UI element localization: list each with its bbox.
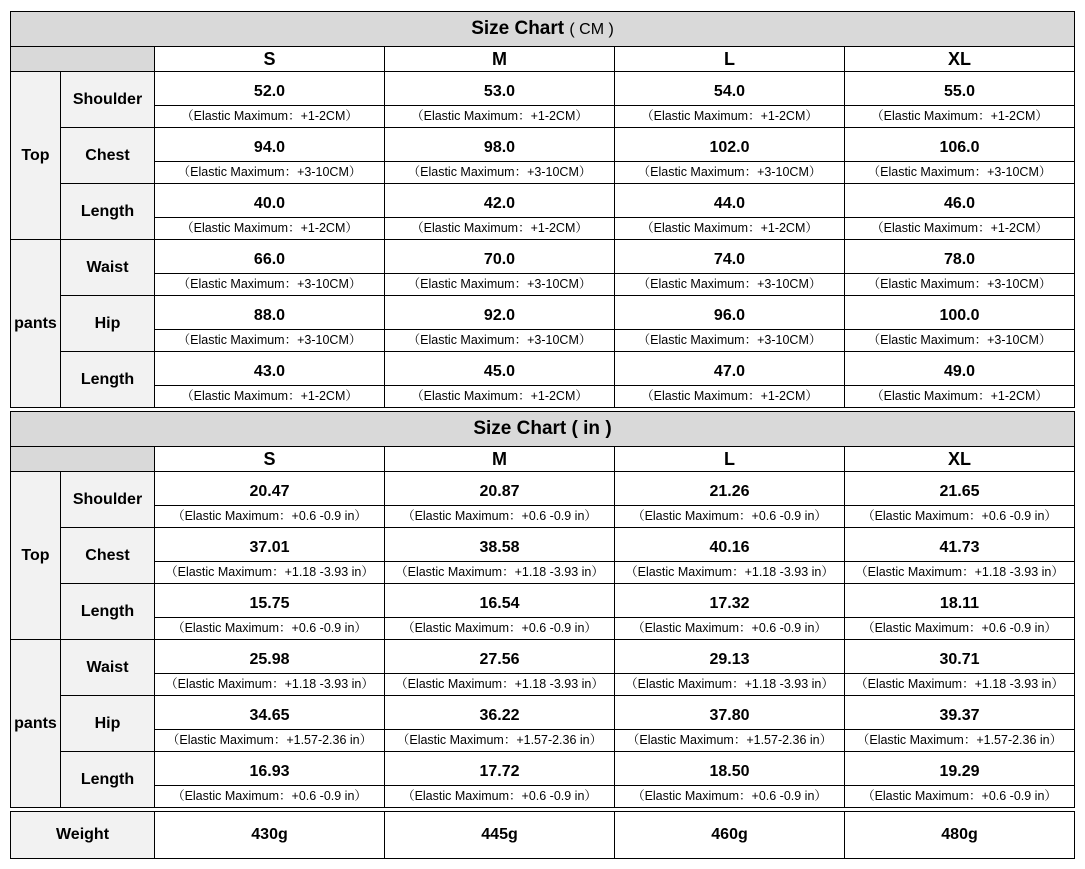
value-m: 53.0 (385, 72, 615, 104)
value-l: 18.50 (615, 752, 845, 784)
value-l: 21.26 (615, 472, 845, 504)
chart-unit: ( in ) (571, 418, 612, 439)
value-l: 44.0 (615, 184, 845, 216)
elastic-note-s (155, 383, 385, 408)
value-s: 66.0 (155, 240, 385, 272)
elastic-note-m (385, 503, 615, 528)
value-m: 42.0 (385, 184, 615, 216)
elastic-note-row (11, 559, 1075, 584)
elastic-note-m (385, 103, 615, 128)
elastic-note-text: （Elastic Maximum：+1.18 -3.93 in） (155, 673, 384, 692)
elastic-note-xl (845, 271, 1075, 296)
elastic-note-text: （Elastic Maximum：+1.57-2.36 in） (845, 729, 1074, 748)
elastic-note-m (385, 783, 615, 808)
elastic-note-row (11, 215, 1075, 240)
elastic-note-l (615, 503, 845, 528)
elastic-note-text: （Elastic Maximum：+0.6 -0.9 in） (845, 785, 1074, 804)
chart-title-text: Size Chart (473, 418, 567, 439)
weight-row (11, 812, 1075, 859)
value-s: 43.0 (155, 352, 385, 384)
value-m: 98.0 (385, 128, 615, 160)
measurement-row (11, 296, 1075, 328)
elastic-note-l (615, 215, 845, 240)
value-xl: 46.0 (845, 184, 1075, 216)
elastic-note-xl (845, 727, 1075, 752)
measurement-row (11, 184, 1075, 216)
elastic-note-s (155, 783, 385, 808)
category-label: pants (11, 240, 61, 408)
size-header-xl: XL (845, 447, 1075, 472)
category-label: Top (11, 472, 61, 640)
elastic-note-text: （Elastic Maximum：+1.18 -3.93 in） (845, 561, 1074, 580)
elastic-note-l (615, 727, 845, 752)
elastic-note-s (155, 559, 385, 584)
value-m: 17.72 (385, 752, 615, 784)
weight-label: Weight (11, 812, 155, 859)
measurement-row (11, 128, 1075, 160)
value-m: 27.56 (385, 640, 615, 672)
value-l: 54.0 (615, 72, 845, 104)
measurement-row (11, 752, 1075, 784)
elastic-note-xl (845, 559, 1075, 584)
elastic-note-text: （Elastic Maximum：+3-10CM） (845, 273, 1074, 292)
elastic-note-l (615, 783, 845, 808)
elastic-note-text: （Elastic Maximum：+0.6 -0.9 in） (615, 617, 844, 636)
elastic-note-xl (845, 671, 1075, 696)
size-header-xl: XL (845, 47, 1075, 72)
measurement-label: Chest (61, 528, 155, 584)
value-s: 94.0 (155, 128, 385, 160)
elastic-note-text: （Elastic Maximum：+3-10CM） (155, 161, 384, 180)
measurement-label: Shoulder (61, 72, 155, 128)
value-xl: 100.0 (845, 296, 1075, 328)
value-xl: 18.11 (845, 584, 1075, 616)
elastic-note-text: （Elastic Maximum：+0.6 -0.9 in） (155, 505, 384, 524)
weight-value-l: 460g (615, 812, 845, 859)
elastic-note-text: （Elastic Maximum：+0.6 -0.9 in） (385, 785, 614, 804)
size-header-row (11, 447, 1075, 472)
elastic-note-xl (845, 783, 1075, 808)
value-l: 37.80 (615, 696, 845, 728)
elastic-note-s (155, 503, 385, 528)
elastic-note-text: （Elastic Maximum：+1.18 -3.93 in） (845, 673, 1074, 692)
elastic-note-text: （Elastic Maximum：+1-2CM） (385, 105, 614, 124)
value-xl: 21.65 (845, 472, 1075, 504)
header-blank-cell (11, 447, 155, 472)
measurement-label: Hip (61, 296, 155, 352)
elastic-note-text: （Elastic Maximum：+0.6 -0.9 in） (845, 505, 1074, 524)
elastic-note-m (385, 727, 615, 752)
elastic-note-text: （Elastic Maximum：+1.18 -3.93 in） (385, 673, 614, 692)
chart-title-text: Size Chart (471, 18, 565, 39)
title-row (11, 12, 1075, 47)
measurement-label: Length (61, 584, 155, 640)
elastic-note-text: （Elastic Maximum：+1-2CM） (615, 217, 844, 236)
elastic-note-row (11, 159, 1075, 184)
size-header-m: M (385, 47, 615, 72)
elastic-note-l (615, 271, 845, 296)
value-l: 40.16 (615, 528, 845, 560)
measurement-label: Chest (61, 128, 155, 184)
elastic-note-l (615, 671, 845, 696)
weight-table (10, 811, 1075, 859)
elastic-note-text: （Elastic Maximum：+1-2CM） (385, 217, 614, 236)
title-row (11, 412, 1075, 447)
elastic-note-text: （Elastic Maximum：+0.6 -0.9 in） (615, 785, 844, 804)
value-s: 20.47 (155, 472, 385, 504)
elastic-note-text: （Elastic Maximum：+1-2CM） (155, 385, 384, 404)
value-l: 17.32 (615, 584, 845, 616)
value-l: 29.13 (615, 640, 845, 672)
value-m: 20.87 (385, 472, 615, 504)
elastic-note-xl (845, 503, 1075, 528)
elastic-note-s (155, 215, 385, 240)
size-chart-inch-table (10, 411, 1075, 808)
elastic-note-text: （Elastic Maximum：+1.18 -3.93 in） (615, 561, 844, 580)
elastic-note-s (155, 615, 385, 640)
value-xl: 19.29 (845, 752, 1075, 784)
value-s: 88.0 (155, 296, 385, 328)
elastic-note-text: （Elastic Maximum：+1-2CM） (615, 105, 844, 124)
value-s: 40.0 (155, 184, 385, 216)
category-label: Top (11, 72, 61, 240)
measurement-row (11, 640, 1075, 672)
chart-title (11, 12, 1075, 47)
elastic-note-text: （Elastic Maximum：+3-10CM） (845, 161, 1074, 180)
elastic-note-row (11, 503, 1075, 528)
elastic-note-xl (845, 327, 1075, 352)
elastic-note-xl (845, 215, 1075, 240)
elastic-note-text: （Elastic Maximum：+1.18 -3.93 in） (155, 561, 384, 580)
elastic-note-text: （Elastic Maximum：+3-10CM） (615, 329, 844, 348)
elastic-note-text: （Elastic Maximum：+1-2CM） (155, 217, 384, 236)
value-l: 96.0 (615, 296, 845, 328)
elastic-note-l (615, 327, 845, 352)
elastic-note-m (385, 271, 615, 296)
value-s: 37.01 (155, 528, 385, 560)
value-xl: 106.0 (845, 128, 1075, 160)
elastic-note-text: （Elastic Maximum：+1-2CM） (615, 385, 844, 404)
elastic-note-text: （Elastic Maximum：+3-10CM） (155, 273, 384, 292)
elastic-note-row (11, 783, 1075, 808)
elastic-note-s (155, 727, 385, 752)
weight-value-m: 445g (385, 812, 615, 859)
size-header-s: S (155, 47, 385, 72)
elastic-note-row (11, 103, 1075, 128)
elastic-note-text: （Elastic Maximum：+1.18 -3.93 in） (385, 561, 614, 580)
measurement-label: Shoulder (61, 472, 155, 528)
value-xl: 49.0 (845, 352, 1075, 384)
elastic-note-m (385, 671, 615, 696)
value-s: 16.93 (155, 752, 385, 784)
value-xl: 30.71 (845, 640, 1075, 672)
elastic-note-row (11, 327, 1075, 352)
chart-unit: ( CM ) (569, 21, 614, 38)
value-xl: 41.73 (845, 528, 1075, 560)
elastic-note-xl (845, 383, 1075, 408)
elastic-note-text: （Elastic Maximum：+0.6 -0.9 in） (615, 505, 844, 524)
elastic-note-m (385, 159, 615, 184)
size-chart-cm-table (10, 11, 1075, 408)
elastic-note-s (155, 327, 385, 352)
elastic-note-row (11, 671, 1075, 696)
elastic-note-xl (845, 159, 1075, 184)
measurement-row (11, 240, 1075, 272)
elastic-note-m (385, 615, 615, 640)
elastic-note-l (615, 559, 845, 584)
elastic-note-text: （Elastic Maximum：+3-10CM） (615, 273, 844, 292)
weight-value-xl: 480g (845, 812, 1075, 859)
elastic-note-text: （Elastic Maximum：+1.57-2.36 in） (385, 729, 614, 748)
elastic-note-text: （Elastic Maximum：+0.6 -0.9 in） (155, 617, 384, 636)
value-m: 70.0 (385, 240, 615, 272)
elastic-note-text: （Elastic Maximum：+1-2CM） (385, 385, 614, 404)
measurement-label: Length (61, 184, 155, 240)
measurement-label: Length (61, 752, 155, 808)
elastic-note-text: （Elastic Maximum：+3-10CM） (385, 161, 614, 180)
value-xl: 39.37 (845, 696, 1075, 728)
value-m: 38.58 (385, 528, 615, 560)
elastic-note-text: （Elastic Maximum：+1.57-2.36 in） (155, 729, 384, 748)
elastic-note-s (155, 271, 385, 296)
elastic-note-xl (845, 615, 1075, 640)
value-m: 16.54 (385, 584, 615, 616)
elastic-note-s (155, 159, 385, 184)
elastic-note-text: （Elastic Maximum：+0.6 -0.9 in） (385, 505, 614, 524)
value-m: 36.22 (385, 696, 615, 728)
elastic-note-text: （Elastic Maximum：+1-2CM） (155, 105, 384, 124)
value-s: 52.0 (155, 72, 385, 104)
measurement-label: Hip (61, 696, 155, 752)
size-header-l: L (615, 47, 845, 72)
elastic-note-text: （Elastic Maximum：+3-10CM） (385, 329, 614, 348)
elastic-note-text: （Elastic Maximum：+0.6 -0.9 in） (385, 617, 614, 636)
elastic-note-text: （Elastic Maximum：+1-2CM） (845, 385, 1074, 404)
measurement-label: Waist (61, 240, 155, 296)
elastic-note-text: （Elastic Maximum：+0.6 -0.9 in） (845, 617, 1074, 636)
elastic-note-l (615, 103, 845, 128)
elastic-note-row (11, 727, 1075, 752)
elastic-note-xl (845, 103, 1075, 128)
measurement-row (11, 472, 1075, 504)
elastic-note-text: （Elastic Maximum：+1-2CM） (845, 105, 1074, 124)
elastic-note-m (385, 383, 615, 408)
measurement-row (11, 696, 1075, 728)
value-m: 45.0 (385, 352, 615, 384)
chart-title (11, 412, 1075, 447)
elastic-note-m (385, 215, 615, 240)
size-header-s: S (155, 447, 385, 472)
value-s: 25.98 (155, 640, 385, 672)
elastic-note-row (11, 615, 1075, 640)
elastic-note-text: （Elastic Maximum：+3-10CM） (385, 273, 614, 292)
measurement-label: Waist (61, 640, 155, 696)
elastic-note-text: （Elastic Maximum：+3-10CM） (155, 329, 384, 348)
value-s: 34.65 (155, 696, 385, 728)
elastic-note-l (615, 615, 845, 640)
elastic-note-text: （Elastic Maximum：+1.57-2.36 in） (615, 729, 844, 748)
header-blank-cell (11, 47, 155, 72)
elastic-note-row (11, 271, 1075, 296)
measurement-row (11, 72, 1075, 104)
size-header-row (11, 47, 1075, 72)
category-label: pants (11, 640, 61, 808)
value-l: 102.0 (615, 128, 845, 160)
weight-value-s: 430g (155, 812, 385, 859)
measurement-row (11, 528, 1075, 560)
measurement-row (11, 352, 1075, 384)
elastic-note-row (11, 383, 1075, 408)
elastic-note-text: （Elastic Maximum：+1-2CM） (845, 217, 1074, 236)
size-header-l: L (615, 447, 845, 472)
size-header-m: M (385, 447, 615, 472)
elastic-note-m (385, 327, 615, 352)
value-xl: 78.0 (845, 240, 1075, 272)
elastic-note-l (615, 159, 845, 184)
value-l: 47.0 (615, 352, 845, 384)
value-xl: 55.0 (845, 72, 1075, 104)
elastic-note-l (615, 383, 845, 408)
measurement-label: Length (61, 352, 155, 408)
elastic-note-text: （Elastic Maximum：+0.6 -0.9 in） (155, 785, 384, 804)
value-l: 74.0 (615, 240, 845, 272)
elastic-note-s (155, 671, 385, 696)
elastic-note-text: （Elastic Maximum：+1.18 -3.93 in） (615, 673, 844, 692)
elastic-note-m (385, 559, 615, 584)
value-m: 92.0 (385, 296, 615, 328)
elastic-note-text: （Elastic Maximum：+3-10CM） (615, 161, 844, 180)
measurement-row (11, 584, 1075, 616)
elastic-note-text: （Elastic Maximum：+3-10CM） (845, 329, 1074, 348)
elastic-note-s (155, 103, 385, 128)
value-s: 15.75 (155, 584, 385, 616)
